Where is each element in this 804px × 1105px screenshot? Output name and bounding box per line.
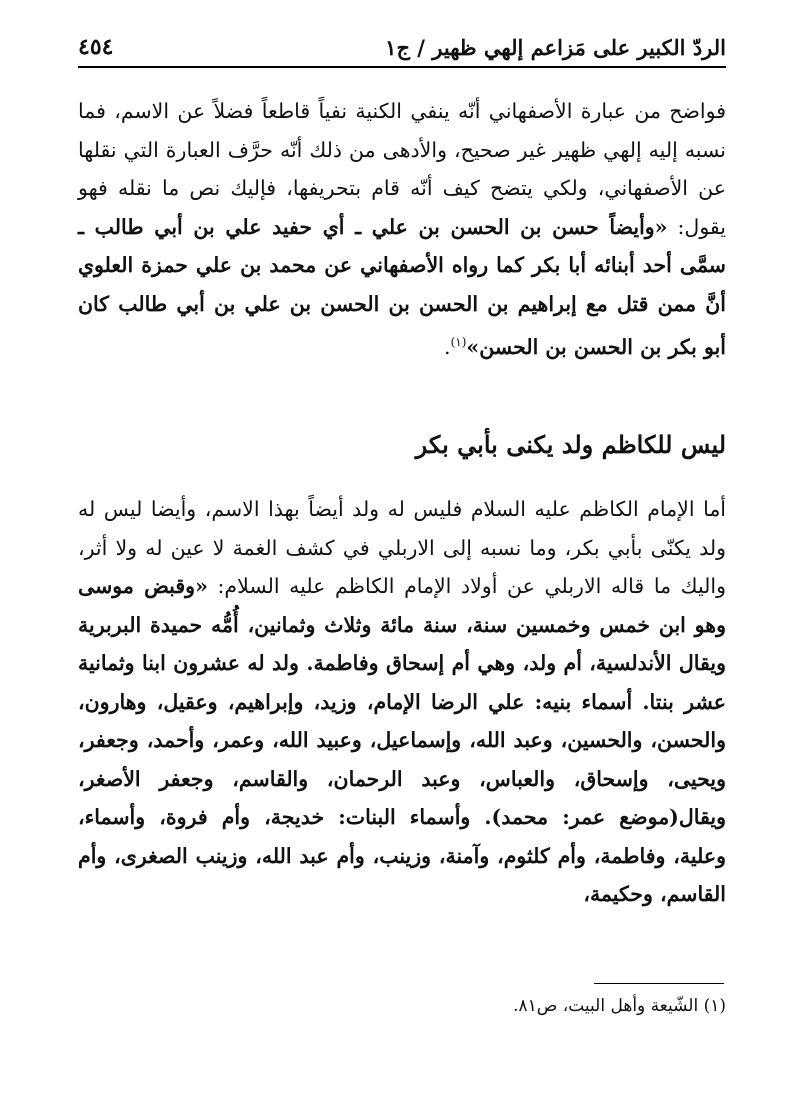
paragraph-intro-text: فواضح من عبارة الأصفهاني أنّه ينفي الكنية نفياً قاطعاً فضلاً عن الاسم، فما نسبه إليه إلهي ظهير غير صحيح، والأدهى من ذلك أنّه حرَّف العبارة التي نقلها عن الأصفهاني، ولكي يتضح كيف أنّه قام بتحريفها، فإليك نص ما نقله فهو يقول: [78, 99, 726, 239]
footnote-reference[interactable]: (١) [450, 335, 467, 349]
page-header [78, 24, 726, 68]
sentence-end: . [444, 334, 451, 359]
paragraph-kazim-text: أما الإمام الكاظم عليه السلام فليس له ولد أيضاً بهذا الاسم، وأيضا ليس له ولد يكنّى بأبي بكر، وما نسبه إلى الاربلي في كشف الغمة لا عين له ولا أثر، واليك ما قاله الاربلي عن أولاد الإمام الكاظم عليه السلام: [78, 497, 726, 598]
footnote: (١) الشّيعة وأهل البيت، ص٨١. [513, 996, 726, 1016]
section-heading: ليس للكاظم ولد يكنى بأبي بكر [415, 430, 726, 459]
paragraph-kazim [78, 490, 726, 914]
quoted-passage: «وقبض موسى وهو ابن خمس وخمسين سنة، سنة مائة وثلاث وثمانين، أُمُّه حميدة البربرية ويقال الأندلسية، أم ولد، وهي أم إسحاق وفاطمة. ولد له عشرون ابنا وثمانية عشر بنتا. أسماء بنيه: علي الرضا الإمام، وزيد، وإبراهيم، وعقيل، وهارون، والحسن، والحسين، وعبد الله، وإسماعيل، وعبيد الله، وعمر، وأحمد، وجعفر، ويحيى، وإسحاق، والعباس، وعبد الرحمان، والقاسم، وجعفر الأصغر، ويقال(موضع عمر: محمد). وأسماء البنات: خديجة، وأم فروة، وأسماء، وعلية، وفاطمة، وأم كلثوم، وآمنة، وزينب، وأم عبد الله، وزينب الصغرى، وأم القاسم، وحكيمة، [78, 574, 726, 906]
footnote-divider [594, 983, 724, 984]
running-title: الردّ الكبير على مَزاعم إلهي ظهير / ج١ [385, 35, 726, 60]
paragraph-intro [78, 92, 726, 366]
page-number: ٤٥٤ [78, 34, 114, 60]
quoted-passage: «وأيضاً حسن بن الحسن بن علي ـ أي حفيد علي بن أبي طالب ـ سمَّى أحد أبنائه أبا بكر كما رواه الأصفهاني عن محمد بن علي حمزة العلوي أنَّ ممن قتل مع إبراهيم بن الحسن بن الحسن بن علي بن أبي طالب كان أبو بكر بن الحسن بن الحسن» [78, 214, 726, 359]
